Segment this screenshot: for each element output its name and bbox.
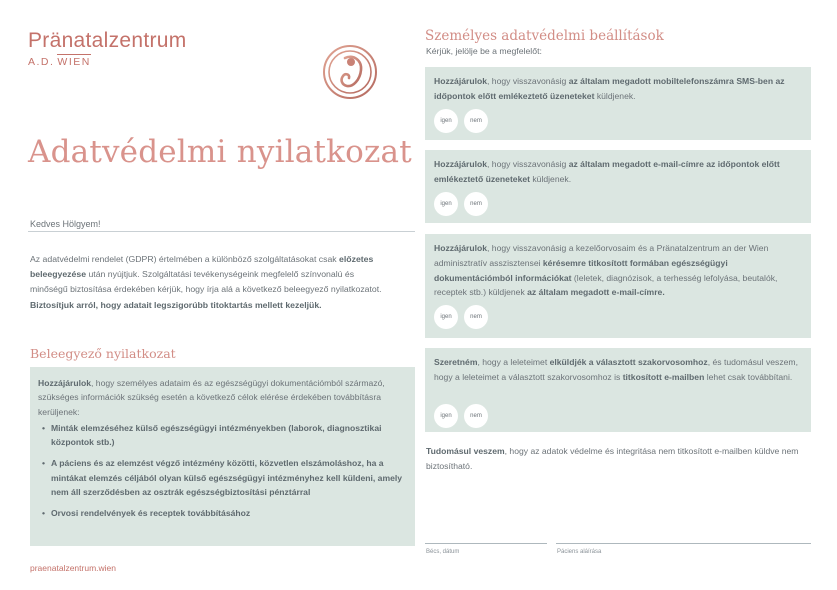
no-checkbox[interactable]: nem	[464, 305, 488, 329]
consent-heading: Beleegyező nyilatkozat	[30, 346, 176, 361]
brand-name: Pränatalzentrum	[28, 29, 187, 52]
option-text	[434, 241, 802, 300]
yes-checkbox[interactable]: igen	[434, 305, 458, 329]
yes-no-group	[434, 404, 488, 428]
consent-item-billing: • A páciens és az elemzést végző intézmény közötti, közvetlen elszámoláshoz, ha a mintákat elemzés céljából olyan külső egészségügyi intézményhez kell küldeni, amely nem áll szerződésben az osztrák egészségbiztosítási pénztárral	[38, 456, 407, 499]
divider	[28, 231, 415, 232]
option-plain: küldjenek.	[530, 173, 572, 184]
yes-no-group	[434, 192, 488, 216]
intro-text-1: Az adatvédelmi rendelet (GDPR) értelmében a különböző szolgáltatásokat csak	[30, 254, 340, 264]
option-text	[434, 157, 802, 187]
fetus-logo-icon	[320, 42, 384, 102]
acknowledgement-text	[426, 444, 816, 474]
option-sms-reminder	[425, 67, 811, 140]
consent-item-lab: • Minták elemzéséhez külső egészségügyi intézményekben (laborok, diagnosztikai központok stb.)	[38, 421, 407, 450]
consent-lead-text: , hogy személyes adataim és az egészségügyi dokumentációmból származó, szükséges információk szükség esetén a következő célok elérése érdekében továbbításra kerüljenek:	[38, 378, 385, 417]
option-bold: az általam megadott e-mail-címre.	[527, 287, 665, 298]
option-bold: az általam megadott mobiltelefonszámra SMS-ben az időpontok előtt emlékeztető üzeneteket	[434, 76, 785, 101]
privacy-subheading: Kérjük, jelölje be a megfelelőt:	[426, 46, 542, 56]
acknowledgement-plain: , hogy az adatok védelme és integritása nem titkosított e-mailben küldve nem biztosítható.	[426, 446, 799, 471]
option-email-reminder	[425, 150, 811, 223]
date-signature-line[interactable]	[425, 543, 547, 544]
option-bold: elküldjék a választott szakorvosomhoz	[549, 357, 708, 367]
option-text	[434, 355, 802, 385]
no-checkbox[interactable]: nem	[464, 404, 488, 428]
option-plain: , hogy visszavonásig a kezelőorvosaim és a Pränatalzentrum an der Wien adminisztratív asszisztensei	[434, 243, 769, 268]
yes-checkbox[interactable]: igen	[434, 404, 458, 428]
option-bold: kérésemre titkosított formában egészségügyi dokumentációmból információkat	[434, 257, 728, 283]
patient-signature-label: Páciens aláírása	[557, 549, 602, 555]
yes-no-group	[434, 109, 488, 133]
brand-subline	[28, 56, 187, 68]
option-bold: az általam megadott e-mail-címre az időpontok előtt emlékeztető üzeneteket	[434, 159, 780, 184]
option-plain: (leletek, diagnózisok, a terhesség lefolyása, beutalók, receptek stb.) küldjenek	[434, 272, 778, 298]
option-plain: , hogy visszavonásig	[487, 159, 569, 169]
salutation: Kedves Hölgyem!	[30, 219, 101, 229]
intro-emphasis-1: előzetes beleegyezése	[30, 254, 374, 280]
brand-prefix: A.D.	[28, 56, 55, 68]
privacy-heading: Személyes adatvédelmi beállítások	[425, 28, 664, 44]
patient-signature-line[interactable]	[556, 543, 811, 544]
intro-paragraph	[30, 252, 394, 313]
footer-url[interactable]: praenatalzentrum.wien	[30, 563, 116, 573]
option-bold: Hozzájárulok	[434, 76, 488, 86]
option-plain: , hogy a leleteimet	[477, 357, 550, 367]
option-bold: Hozzájárulok	[434, 243, 488, 253]
consent-box	[30, 367, 415, 546]
no-checkbox[interactable]: nem	[464, 192, 488, 216]
option-plain: küldjenek.	[594, 90, 636, 101]
consent-item-prescriptions: • Orvosi rendelvények és receptek továbbításához	[38, 506, 407, 520]
option-plain: , és tudomásul veszem, hogy a leleteimet a választott szakorvosomhoz is	[434, 357, 798, 382]
option-specialist-forwarding	[425, 348, 811, 432]
page-title: Adatvédelmi nyilatkozat	[28, 134, 412, 170]
option-plain: lehet csak továbbítani.	[704, 371, 793, 382]
yes-no-group	[434, 305, 488, 329]
no-checkbox[interactable]: nem	[464, 109, 488, 133]
consent-list	[38, 421, 407, 521]
intro-text-2: után nyújtjuk. Szolgáltatási tevékenységeink megfelelő színvonalú és minőségű biztosítása érdekében kérjük, hogy írja alá a következő beleegyező nyilatkozatot.	[30, 269, 382, 295]
yes-checkbox[interactable]: igen	[434, 109, 458, 133]
acknowledgement-bold: Tudomásul veszem	[426, 446, 505, 456]
option-bold: titkosított e-mailben	[622, 371, 705, 382]
option-plain: , hogy visszavonásig	[487, 76, 569, 86]
intro-emphasis-2: Biztosítjuk arról, hogy adatait legszigorúbb titoktartás mellett kezeljük.	[30, 299, 322, 310]
date-label: Bécs, dátum	[426, 549, 460, 555]
consent-lead-bold: Hozzájárulok	[38, 378, 92, 388]
option-bold: Szeretném	[434, 357, 478, 367]
option-encrypted-documents	[425, 234, 811, 338]
brand-logo	[28, 30, 187, 68]
brand-city: WIEN	[57, 56, 91, 68]
option-text	[434, 74, 802, 104]
option-bold: Hozzájárulok	[434, 159, 488, 169]
consent-lead	[38, 376, 407, 419]
yes-checkbox[interactable]: igen	[434, 192, 458, 216]
